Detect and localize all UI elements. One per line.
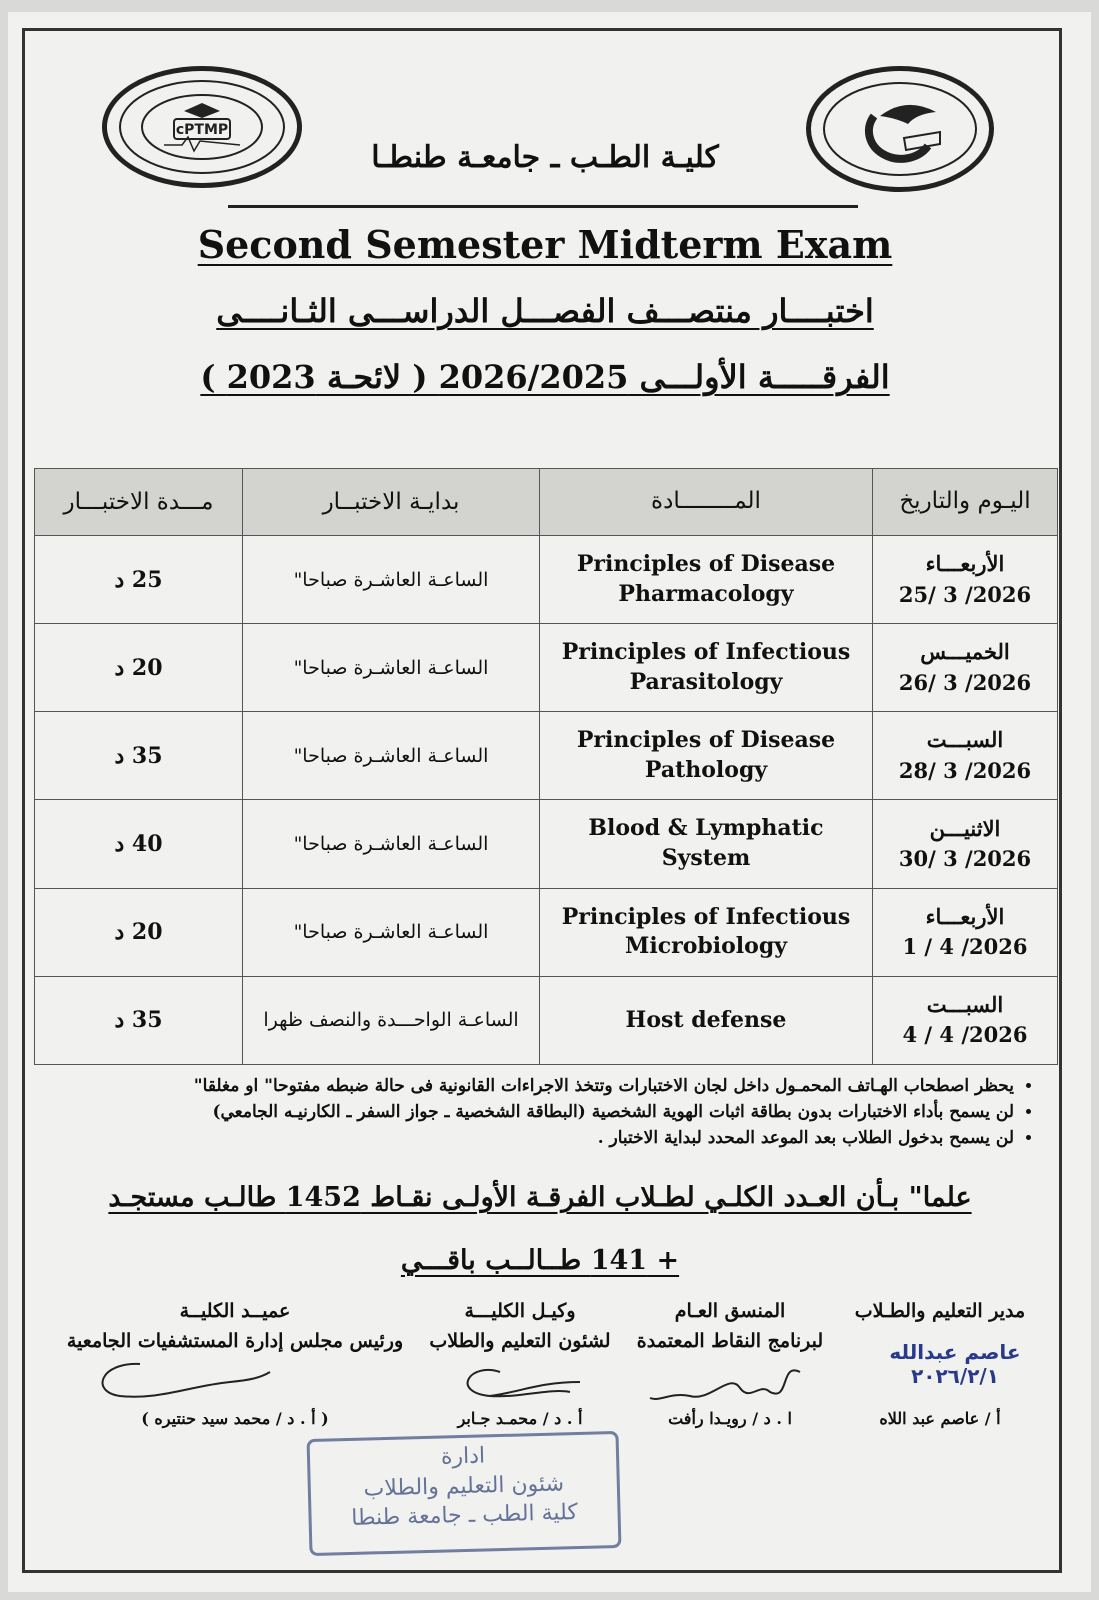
cell-duration: 35 د [35,976,243,1064]
table-row [35,888,1058,976]
cell-duration: 35 د [35,712,243,800]
signature-general-coordinator: المنسق العـام لبرنامج النقاط المعتمدة ا . د / رويـدا رأفت [636,1300,824,1428]
handwritten-signature [430,1352,610,1412]
cell-subject: Host defense [540,976,873,1064]
academic-group: الفرقـــــة الأولـــى 2026/2025 ( لائحـة 2023 ) [200,358,890,396]
student-count-note: علما" بـأن العـدد الكلـي لطـلاب الفرقـة الأولـى نقـاط 1452 طالـب مستجـد [108,1182,972,1213]
cell-start-time: الساعـة العاشـرة صباحا" [243,624,540,712]
handwritten-signature [640,1352,820,1412]
cell-start-time: الساعـة العاشـرة صباحا" [243,536,540,624]
cell-subject: Principles of Infectious Microbiology [540,888,873,976]
cell-day-date: الأربعـــاء 2026/ 4 / 1 [873,888,1058,976]
handwritten-signature: عاصم عبدالله ٢٠٢٦/٢/١ [889,1340,1021,1388]
cell-duration: 20 د [35,624,243,712]
cell-duration: 40 د [35,800,243,888]
rule-item: • يحظر اصطحاب الهـاتف المحمـول داخل لجان الاختبارات وتتخذ الاجراءات القانونية فى حالة ضبطه مفتوحا" او مغلقا" [60,1076,1014,1096]
header-divider [228,205,858,208]
cell-subject: Blood & Lymphatic System [540,800,873,888]
rule-item: • لن يسمح بدخول الطلاب بعد الموعد المحدد لبداية الاختبار . [60,1128,1014,1148]
exam-schedule-table [34,468,1058,1065]
table-row [35,976,1058,1064]
rule-item: • لن يسمح بأداء الاختبارات بدون بطاقة اثبات الهوية الشخصية (البطاقة الشخصية ـ جواز السفر ـ الكارنيـه الجامعي) [60,1102,1014,1122]
signature-education-director: مدير التعليم والطـلاب عاصم عبدالله ٢٠٢٦/٢/١ أ / عاصم عبد اللاه [840,1296,1040,1326]
cell-day-date: السبـــت 2026/ 3 /28 [873,712,1058,800]
header-day-date: اليـوم والتاريخ [873,469,1058,536]
table-row [35,712,1058,800]
cell-duration: 20 د [35,888,243,976]
administration-stamp: ادارة شئون التعليم والطلاب كلية الطب ـ جامعة طنطا [307,1431,622,1556]
exam-title-arabic: اختبــــار منتصـــف الفصـــل الدراســـى الثـانــــى [216,292,874,330]
table-row [35,536,1058,624]
exam-title-english: Second Semester Midterm Exam [197,222,893,267]
cell-day-date: الاثنيـــن 2026/ 3 /30 [873,800,1058,888]
header-subject: المــــــــادة [540,469,873,536]
cell-subject: Principles of Disease Pharmacology [540,536,873,624]
cell-start-time: الساعـة العاشـرة صباحا" [243,712,540,800]
header-start: بدايـة الاختبــار [243,469,540,536]
cell-day-date: السبـــت 2026/ 4 / 4 [873,976,1058,1064]
remaining-students-note: + 141 طــالــب باقـــي [400,1245,680,1276]
signature-dean: عميــد الكليــة ورئيس مجلس إدارة المستشفيات الجامعية ( أ . د / محمد سيد حنتيره ) [66,1300,404,1428]
exam-rules [60,1070,1040,1154]
cell-day-date: الأربعـــاء 2026/ 3 /25 [873,536,1058,624]
handwritten-signature [80,1352,280,1412]
cell-duration: 25 د [35,536,243,624]
table-row [35,624,1058,712]
faculty-name: كليـة الطـب ـ جامعـة طنطـا [371,140,719,175]
svg-text:cPTMP: cPTMP [175,122,229,138]
cell-start-time: الساعـة العاشـرة صباحا" [243,888,540,976]
cell-subject: Principles of Infectious Parasitology [540,624,873,712]
cell-day-date: الخميـــس 2026/ 3 /26 [873,624,1058,712]
cell-start-time: الساعـة الواحـــدة والنصف ظهرا [243,976,540,1064]
table-header-row [35,469,1058,536]
cell-subject: Principles of Disease Pathology [540,712,873,800]
cell-start-time: الساعـة العاشـرة صباحا" [243,800,540,888]
table-row [35,800,1058,888]
header-duration: مـــدة الاختبـــار [35,469,243,536]
signature-vice-dean: وكيـل الكليـــة لشئون التعليم والطلاب أ . د / محمـد جـابر [429,1300,611,1428]
signatures [60,1296,1040,1436]
